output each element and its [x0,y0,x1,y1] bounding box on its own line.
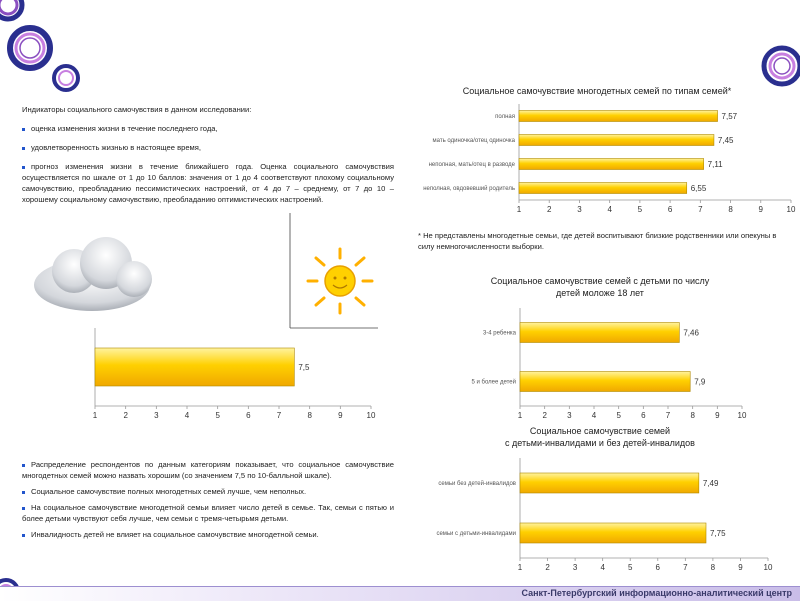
decor-circle [774,58,790,74]
x-tick-label: 9 [738,563,743,572]
category-label: неполная, овдовевший родитель [423,186,515,192]
bar [95,348,294,386]
x-tick-label: 3 [567,411,572,420]
weather-svg [22,213,378,343]
bar-value-label: 7,11 [707,160,723,169]
bar [519,111,718,122]
x-tick-label: 5 [637,205,643,214]
x-tick-label: 1 [517,411,523,420]
sun-icon [308,249,372,313]
chart-children-count [420,272,790,422]
x-tick-label: 3 [577,205,582,214]
decor-circle [0,0,17,14]
x-tick-label: 1 [517,563,523,572]
x-tick-label: 7 [698,205,703,214]
bar-value-label: 7,46 [683,328,699,338]
footnote: * Не представлены многодетные семьи, где детей воспитывают близкие родственники или опекуны в силу немногочисленности выборки. [418,231,777,251]
chart-title: Социальное самочувствие многодетных семей по типам семей* [462,86,732,96]
conclusion-item: Социальное самочувствие полных многодетных семей лучше, чем неполных. [22,486,394,497]
bar-value-label: 7,9 [694,377,706,387]
bar [520,523,706,543]
x-tick-label: 6 [667,205,673,214]
x-tick-label: 6 [655,563,661,572]
chart-overall [85,326,385,426]
category-label: семьи без детей-инвалидов [438,481,516,487]
x-tick-label: 8 [710,563,716,572]
x-tick-label: 1 [516,205,522,214]
bar [519,135,714,146]
x-tick-label: 10 [786,205,796,214]
conclusion-item: Распределение респондентов по данным категориям показывает, что социальное самочувствие многодетных семей можно назвать хорошим (со значением 7,5 по 10-балльной шкале). [22,460,394,480]
category-label: семьи с детьми-инвалидами [436,531,516,537]
x-tick-label: 2 [546,205,552,214]
bar [519,183,687,194]
conclusion-item: На социальное самочувствие многодетной семьи влияет число детей в семье. Так, семьи с пятью и более детьми чувствуют себя лучше, чем семьи с тремя-четырьмя детьми. [22,503,394,523]
bar-value-label: 7,57 [721,112,738,121]
x-tick-label: 10 [763,563,773,572]
decor-circle [54,66,78,90]
x-tick-label: 4 [607,205,612,214]
x-tick-label: 5 [616,411,621,420]
x-tick-label: 10 [737,411,747,420]
x-tick-label: 2 [542,411,547,420]
chart-family-types [395,82,800,222]
category-label: 3-4 ребенка [482,330,516,337]
x-tick-label: 8 [307,411,312,420]
category-label: 5 и более детей [471,379,516,386]
bar-value-label: 6,55 [690,184,707,193]
category-label: мать одиночка/отец одиночка [432,138,515,144]
x-tick-label: 2 [545,563,550,572]
x-tick-label: 4 [600,563,605,572]
chart-title-line: детей моложе 18 лет [556,288,644,298]
x-tick-label: 2 [123,411,128,420]
bar [520,473,699,493]
category-label: полная [495,114,515,120]
x-tick-label: 7 [276,411,282,420]
x-tick-label: 8 [728,205,733,214]
intro-bullet: оценка изменения жизни в течение последнего года, [22,123,394,134]
decor-circle [20,38,40,58]
bar-value-label: 7,49 [702,479,719,488]
chart-title-line: Социальное самочувствие семей [529,426,671,436]
intro-bullet: удовлетворенность жизнью в настоящее время, [22,142,394,153]
x-tick-label: 9 [338,411,343,420]
bar [519,159,704,170]
x-tick-label: 1 [92,411,98,420]
cloud-icon [34,237,152,311]
x-tick-label: 6 [641,411,646,420]
x-tick-label: 7 [665,411,671,420]
conclusion-item: Инвалидность детей не влияет на социальное самочувствие многодетной семьи. [22,529,394,540]
decor-circle [0,0,22,19]
x-tick-label: 4 [591,411,597,420]
intro-block [22,104,394,205]
bar-value-label: 7,75 [710,529,726,538]
decor-circles-top [0,0,80,95]
bar [520,372,690,392]
footer-text: Санкт-Петербургский информационно-аналитический центр [521,588,792,598]
chart-title-line: Социальное самочувствие семей с детьми по числу [490,276,710,286]
x-tick-label: 4 [184,411,190,420]
category-label: неполная, мать/отец в разводе [428,162,515,168]
weather-illustration [22,213,378,343]
x-tick-label: 9 [715,411,720,420]
x-tick-label: 10 [366,411,376,420]
intro-bullet: прогноз изменения жизни в течение ближайшего года. Оценка социального самочувствия осуществляется по шкале от 1 до 10 баллов: значения от 1 до 4 соответствуют плохому социальному самочувствию, преобладанию пессимистических настроений, от 4 до 7 – среднему, от 7 до 10 – хорошему социальному самочувствию, преобладанию оптимистических настроений. [22,162,394,204]
footer-bar [0,586,800,601]
x-tick-label: 5 [627,563,633,572]
bar [520,323,679,343]
bar-value-label: 7,45 [717,136,734,145]
intro-heading: Индикаторы социального самочувствия в данном исследовании: [22,105,252,114]
x-tick-label: 7 [683,563,688,572]
conclusions-block [22,459,394,540]
decor-circle [59,71,73,85]
x-tick-label: 6 [246,411,251,420]
x-tick-label: 8 [690,411,695,420]
x-tick-label: 3 [154,411,159,420]
chart-title-line: с детьми-инвалидами и без детей-инвалидов [505,438,695,448]
x-tick-label: 3 [572,563,578,572]
chart-disability [420,424,790,579]
x-tick-label: 9 [758,205,764,214]
bar-value-label: 7,5 [298,363,310,372]
x-tick-label: 5 [215,411,220,420]
